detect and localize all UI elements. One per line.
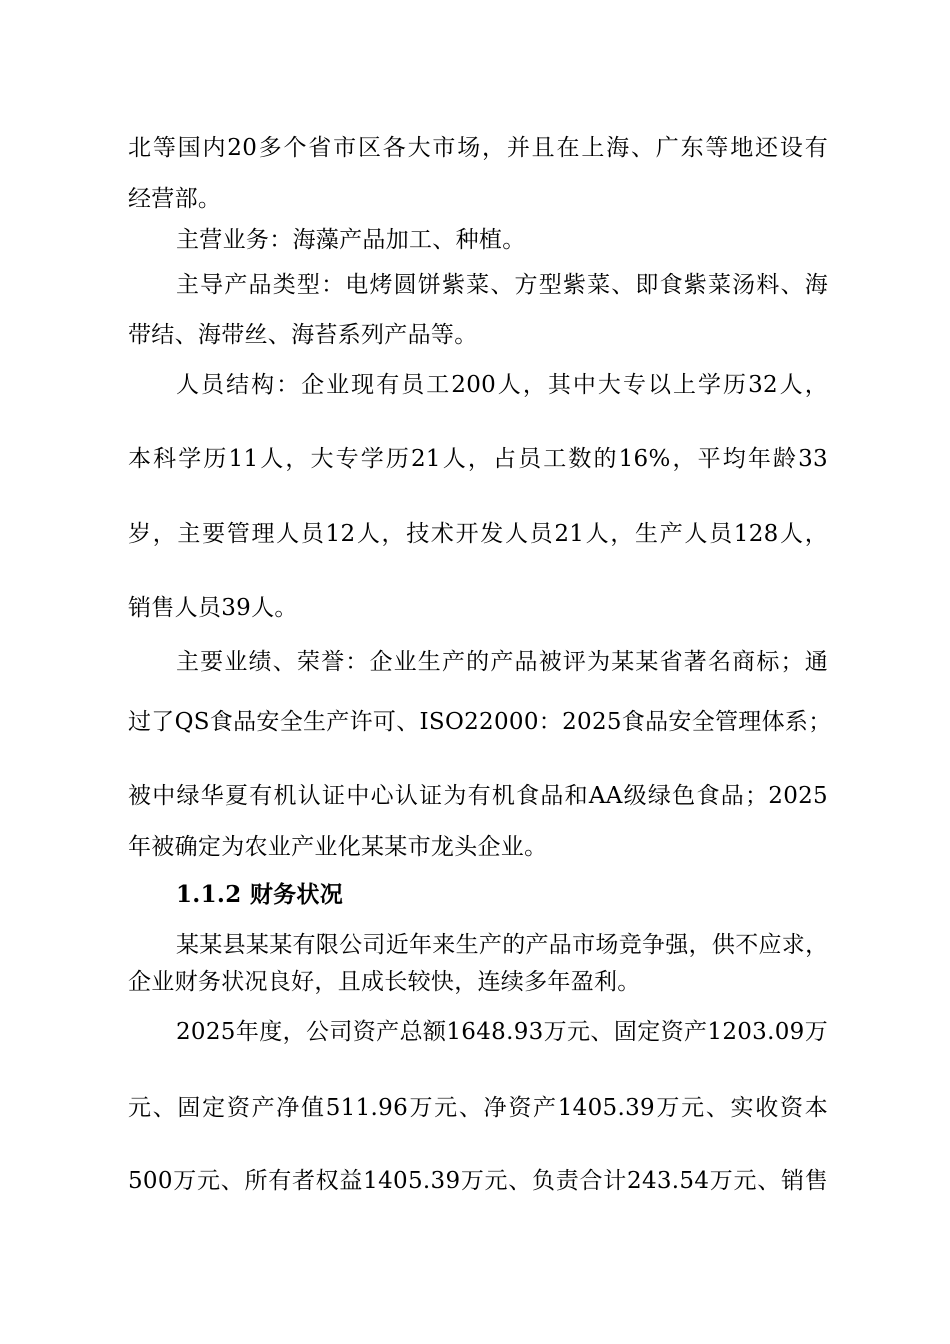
paragraph-line: 经营部。 <box>128 186 222 212</box>
paragraph-line: 500万元、所有者权益1405.39万元、负责合计243.54万元、销售 <box>128 1168 828 1194</box>
paragraph-line: 企业财务状况良好，且成长较快，连续多年盈利。 <box>128 969 641 995</box>
paragraph-line: 2025年度，公司资产总额1648.93万元、固定资产1203.09万 <box>176 1019 828 1045</box>
paragraph-line: 本科学历11人，大专学历21人，占员工数的16%，平均年龄33 <box>128 446 828 472</box>
paragraph-line: 带结、海带丝、海苔系列产品等。 <box>128 322 478 348</box>
paragraph-line: 主营业务：海藻产品加工、种植。 <box>176 227 526 253</box>
section-heading: 1.1.2 财务状况 <box>176 881 344 908</box>
paragraph-line: 过了QS食品安全生产许可、ISO22000：2025食品安全管理体系； <box>128 709 832 735</box>
paragraph-line: 主导产品类型：电烤圆饼紫菜、方型紫菜、即食紫菜汤料、海 <box>176 272 828 298</box>
paragraph-line: 被中绿华夏有机认证中心认证为有机食品和AA级绿色食品；2025 <box>128 783 828 809</box>
paragraph-line: 销售人员39人。 <box>128 595 298 621</box>
paragraph-line: 北等国内20多个省市区各大市场，并且在上海、广东等地还设有 <box>128 135 828 161</box>
paragraph-line: 年被确定为农业产业化某某市龙头企业。 <box>128 834 548 860</box>
paragraph-line: 岁，主要管理人员12人，技术开发人员21人，生产人员128人， <box>128 521 828 547</box>
paragraph-line: 主要业绩、荣誉：企业生产的产品被评为某某省著名商标；通 <box>176 649 828 675</box>
paragraph-line: 元、固定资产净值511.96万元、净资产1405.39万元、实收资本 <box>128 1095 828 1121</box>
paragraph-line: 人员结构：企业现有员工200人，其中大专以上学历32人， <box>176 372 828 398</box>
paragraph-line: 某某县某某有限公司近年来生产的产品市场竞争强，供不应求， <box>176 932 829 958</box>
